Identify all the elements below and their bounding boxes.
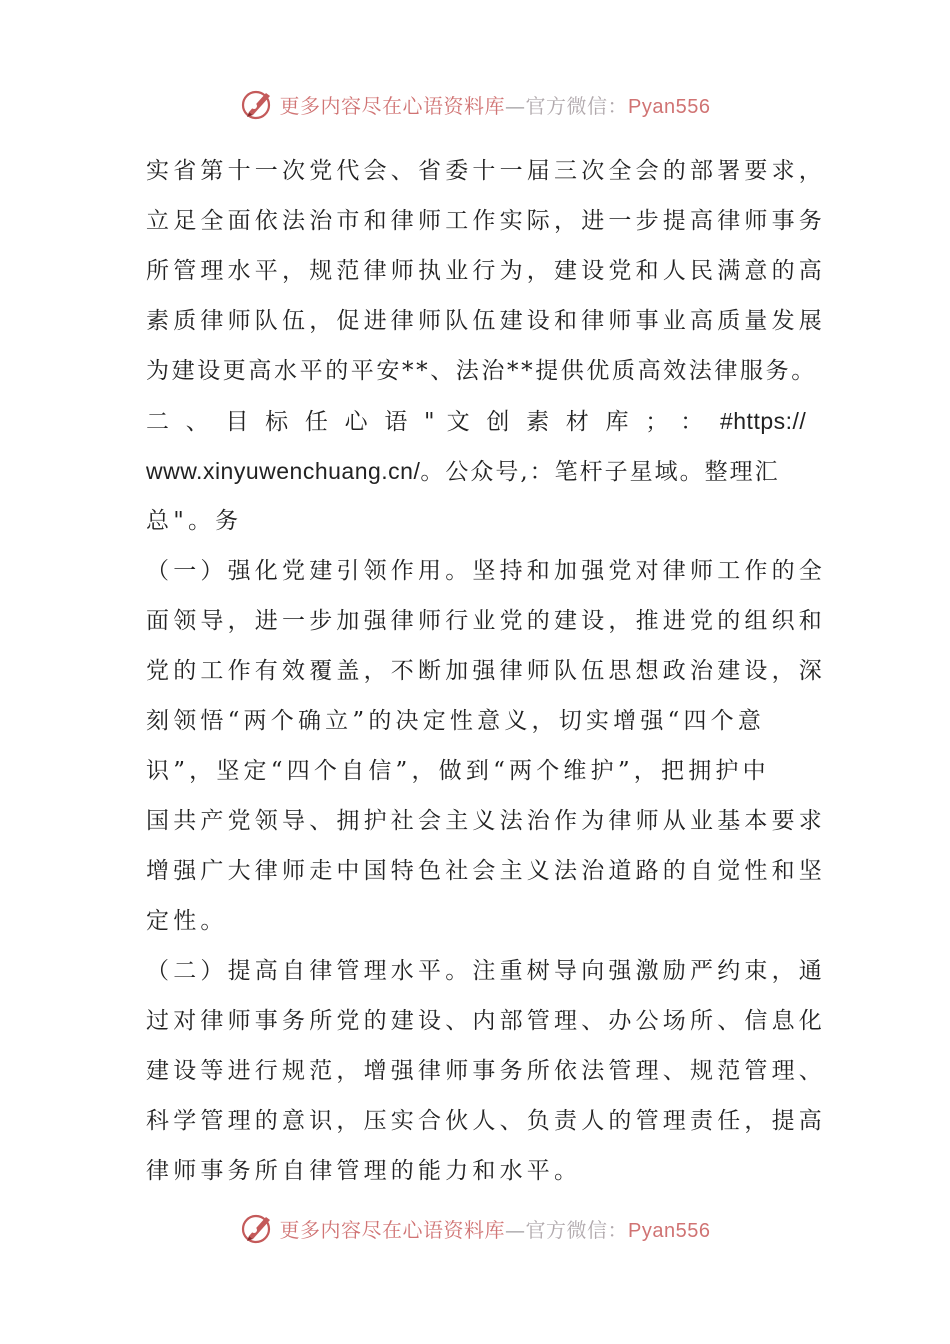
watermark-site: 更多内容尽在心语资料库 (279, 93, 506, 118)
watermark-site: 更多内容尽在心语资料库 (279, 1217, 506, 1242)
text-line: 科学管理的意识，压实合伙人、负责人的管理责任，提高 (146, 1108, 826, 1134)
text-line: 过对律师事务所党的建设、内部管理、办公场所、信息化 (146, 1008, 826, 1034)
text-line: 刻领悟“两个确立”的决定性意义，切实增强“四个意 (146, 708, 766, 734)
footer-watermark (0, 1206, 950, 1250)
text-line: 为建设更高水平的平安**、法治**提供优质高效法律服务。 (146, 358, 817, 384)
watermark-account: Pyan556 (628, 95, 711, 118)
text-line: 党的工作有效覆盖，不断加强律师队伍思想政治建设，深 (146, 658, 826, 684)
watermark-wechat-label: 官方微信： (525, 1217, 629, 1242)
text-line: 所管理水平，规范律师执业行为，建设党和人民满意的高 (146, 258, 826, 284)
header-watermark (0, 82, 950, 126)
pen-logo-icon (240, 1210, 276, 1246)
url-fragment: #https:// (719, 408, 807, 434)
watermark-dash: — (505, 93, 526, 118)
watermark-dash: — (505, 1217, 526, 1242)
text-line: 增强广大律师走中国特色社会主义法治道路的自觉性和坚 (146, 858, 826, 884)
text-line: （二）提高自律管理水平。注重树导向强激励严约束，通 (146, 958, 826, 984)
text-line: 实省第十一次党代会、省委十一届三次全会的部署要求， (146, 158, 826, 184)
watermark-wechat-label: 官方微信： (525, 93, 629, 118)
text-line: 面领导，进一步加强律师行业党的建设，推进党的组织和 (146, 608, 826, 634)
text-line: 识”，坚定“四个自信”，做到“两个维护”，把拥护中 (146, 758, 770, 784)
text-line: 定性。 (146, 908, 228, 934)
text-line: 律师事务所自律管理的能力和水平。 (146, 1158, 582, 1184)
text-line: 国共产党领导、拥护社会主义法治作为律师从业基本要求 (146, 808, 826, 834)
pen-logo-icon (240, 86, 276, 122)
document-body (146, 146, 826, 1196)
watermark-account: Pyan556 (628, 1219, 711, 1242)
section-two-heading: 二 、 目 标 任 心 语 " 文 创 素 材 库 ； ： #https:// (146, 408, 807, 435)
url-text: www.xinyuwenchuang.cn/ (146, 458, 421, 484)
text-line: 建设等进行规范，增强律师事务所依法管理、规范管理、 (146, 1058, 826, 1084)
text-line: 立足全面依法治市和律师工作实际，进一步提高律师事务 (146, 208, 826, 234)
text-line: （一）强化党建引领作用。坚持和加强党对律师工作的全 (146, 558, 826, 584)
text-line: www.xinyuwenchuang.cn/。公众号,：笔杆子星域。整理汇 (146, 458, 780, 485)
text-line: 总"。务 (146, 508, 243, 534)
text-line: 素质律师队伍，促进律师队伍建设和律师事业高质量发展 (146, 308, 826, 334)
